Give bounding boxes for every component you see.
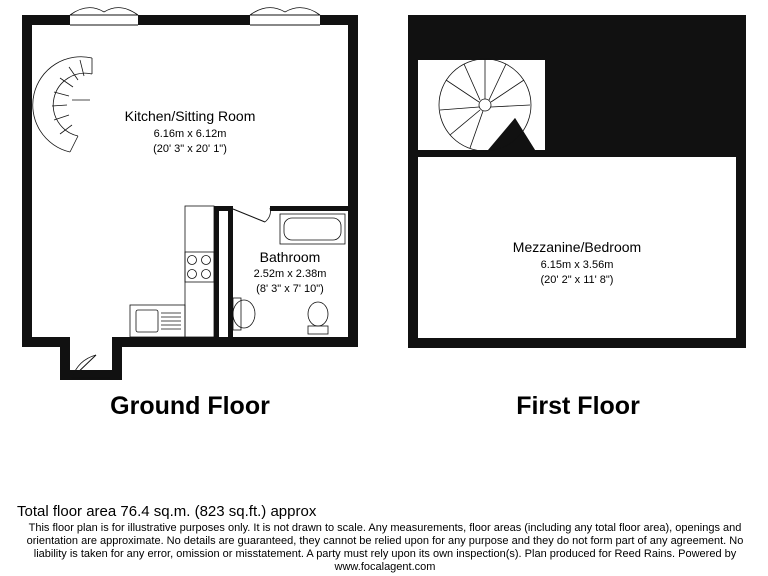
kitchen-sink	[136, 310, 181, 332]
first-floor-title: First Floor	[516, 392, 640, 420]
kitchen-imperial: (20' 3" x 20' 1")	[153, 143, 227, 155]
bathroom-imperial: (8' 3" x 7' 10")	[256, 283, 324, 295]
bathroom-metric: 2.52m x 2.38m	[253, 268, 327, 280]
bathroom-wall-top	[270, 206, 348, 211]
bathroom-wall-left	[214, 206, 219, 337]
first-floor-plan	[408, 15, 746, 348]
toilet	[308, 302, 328, 334]
mezzanine-label	[513, 239, 641, 286]
wash-basin	[233, 298, 255, 330]
bathroom-label	[254, 249, 327, 295]
total-floor-area: Total floor area 76.4 sq.m. (823 sq.ft.) approx	[17, 503, 317, 520]
disclaimer-text: This floor plan is for illustrative purposes only. It is not drawn to scale. Any measurements, floor areas (including any total floor area), openings and orientation are approximate. No details are guaranteed, they cannot be relied upon for any purpose and they do not form part of any agreement. No liability is taken for any error, omission or misstatement. A party must rely upon its own inspection(s). Plan produced for Reed Rains. Powered by www.focalagent.com	[26, 522, 744, 573]
bathroom-wall-right	[228, 206, 233, 337]
ground-floor-outer-wall	[22, 15, 358, 347]
kitchen-label	[125, 108, 256, 155]
mezzanine-metric: 6.15m x 3.56m	[540, 259, 614, 271]
kitchen-metric: 6.16m x 6.12m	[153, 128, 227, 140]
ground-floor-title: Ground Floor	[110, 392, 270, 420]
mezzanine-imperial: (20' 2" x 11' 8")	[540, 274, 614, 286]
bathtub	[280, 214, 345, 244]
ground-floor-plan	[22, 8, 358, 380]
ground-spiral-stair	[33, 57, 92, 152]
mezzanine-name: Mezzanine/Bedroom	[512, 239, 642, 255]
bathroom-door	[233, 208, 270, 222]
bathroom-name: Bathroom	[259, 249, 321, 265]
kitchen-name: Kitchen/Sitting Room	[124, 108, 256, 124]
